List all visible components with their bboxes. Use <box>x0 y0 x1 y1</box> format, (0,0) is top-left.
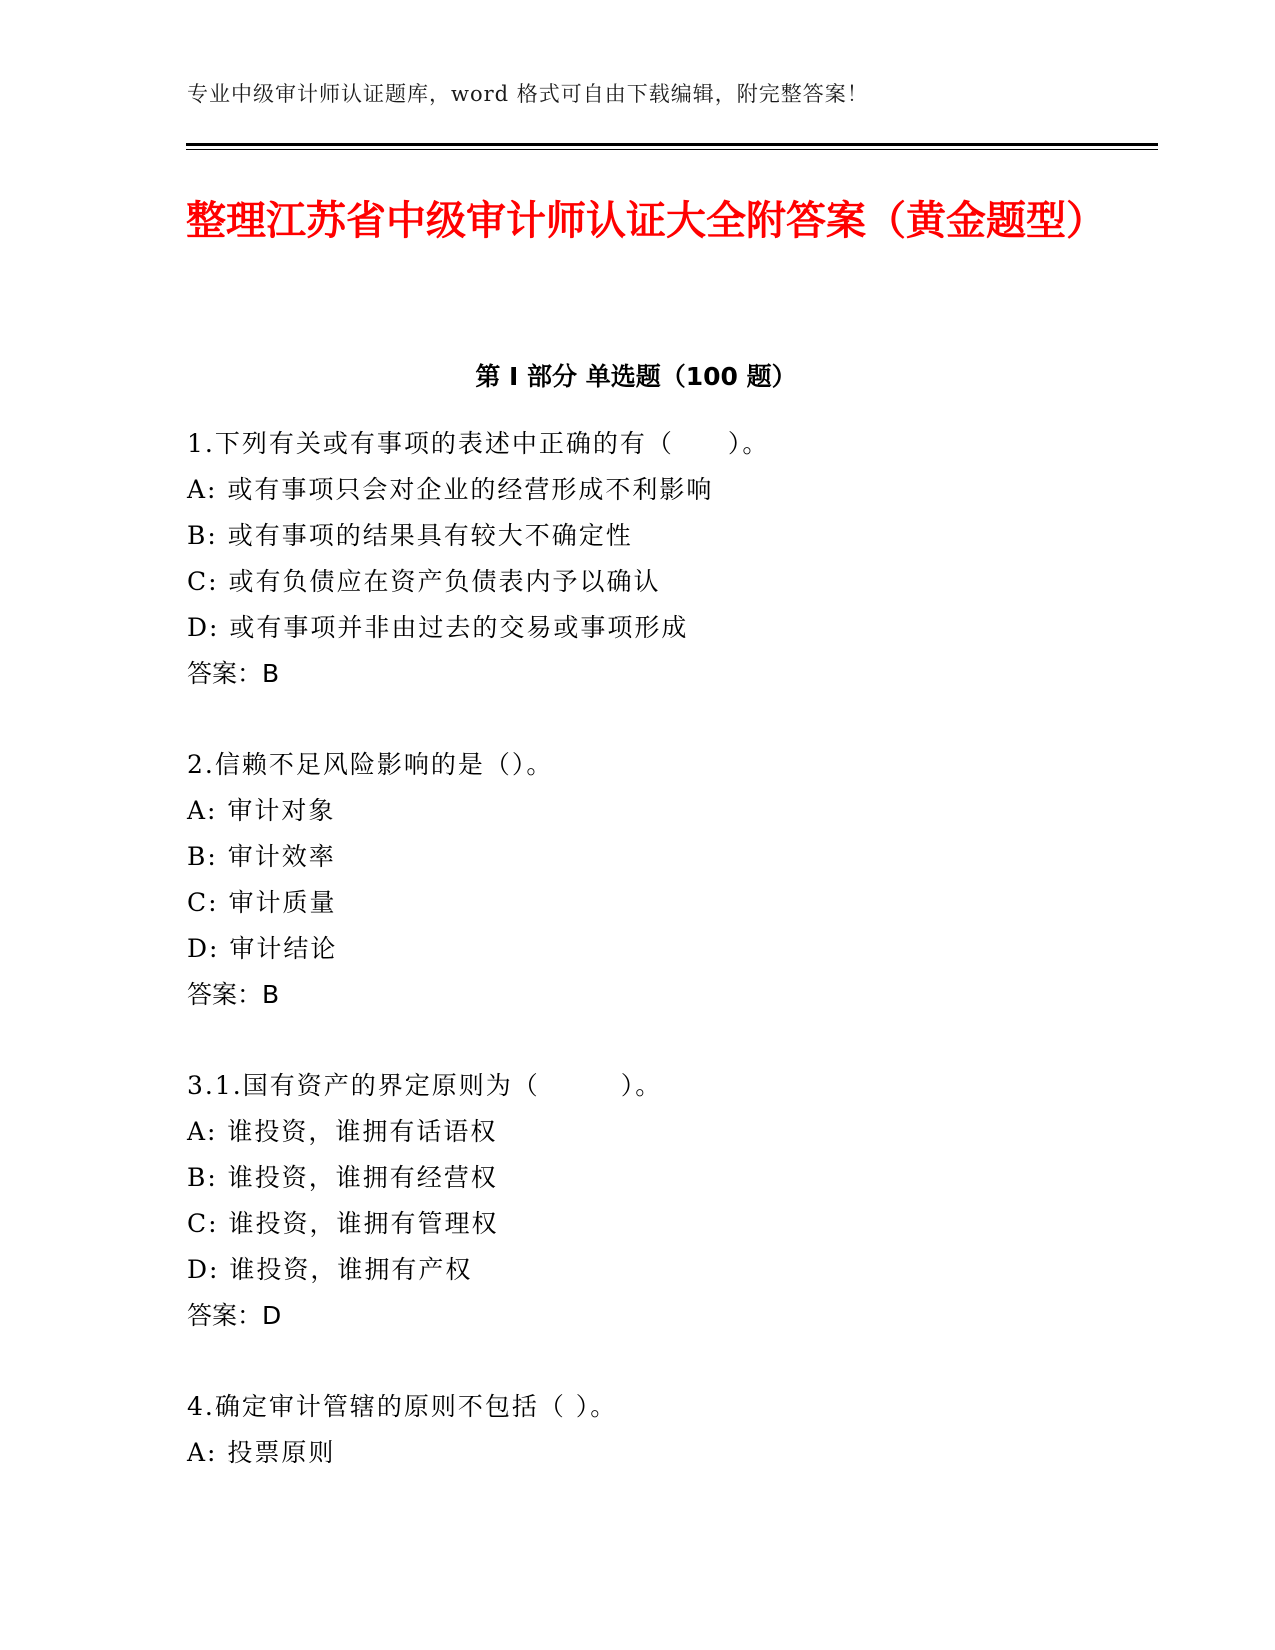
option-c: C: 审计质量 <box>187 888 337 917</box>
option-a: A: 审计对象 <box>187 796 336 825</box>
option-c: C: 或有负债应在资产负债表内予以确认 <box>187 567 661 596</box>
option-b: B: 审计效率 <box>187 842 336 871</box>
option-d: D: 审计结论 <box>187 934 338 963</box>
option-a: A: 投票原则 <box>187 1438 336 1467</box>
answer-line: 答案：B <box>187 980 280 1009</box>
question-stem: 3.1.国有资产的界定原则为（ ）。 <box>187 1071 663 1100</box>
header-rule-thick <box>186 143 1158 146</box>
question-4 <box>187 1384 1147 1476</box>
option-b: B: 谁投资，谁拥有经营权 <box>187 1163 498 1192</box>
option-d: D: 或有事项并非由过去的交易或事项形成 <box>187 613 689 642</box>
document-title: 整理江苏省中级审计师认证大全附答案（黄金题型） <box>186 198 1106 244</box>
question-stem: 1.下列有关或有事项的表述中正确的有（ ）。 <box>187 429 770 458</box>
question-2 <box>187 742 1147 1018</box>
question-1 <box>187 421 1147 697</box>
question-3 <box>187 1063 1147 1339</box>
question-stem: 2.信赖不足风险影响的是（）。 <box>187 750 554 779</box>
answer-line: 答案：D <box>187 1301 282 1330</box>
question-stem: 4.确定审计管辖的原则不包括（ ）。 <box>187 1392 618 1421</box>
header-rule-thin <box>186 149 1158 150</box>
section-heading: 第 I 部分 单选题（100 题） <box>475 362 797 391</box>
option-a: A: 谁投资，谁拥有话语权 <box>187 1117 498 1146</box>
option-b: B: 或有事项的结果具有较大不确定性 <box>187 521 633 550</box>
option-d: D: 谁投资，谁拥有产权 <box>187 1255 473 1284</box>
answer-line: 答案：B <box>187 659 280 688</box>
header-note: 专业中级审计师认证题库，word 格式可自由下载编辑，附完整答案！ <box>187 82 869 106</box>
option-a: A: 或有事项只会对企业的经营形成不利影响 <box>187 475 714 504</box>
option-c: C: 谁投资，谁拥有管理权 <box>187 1209 499 1238</box>
